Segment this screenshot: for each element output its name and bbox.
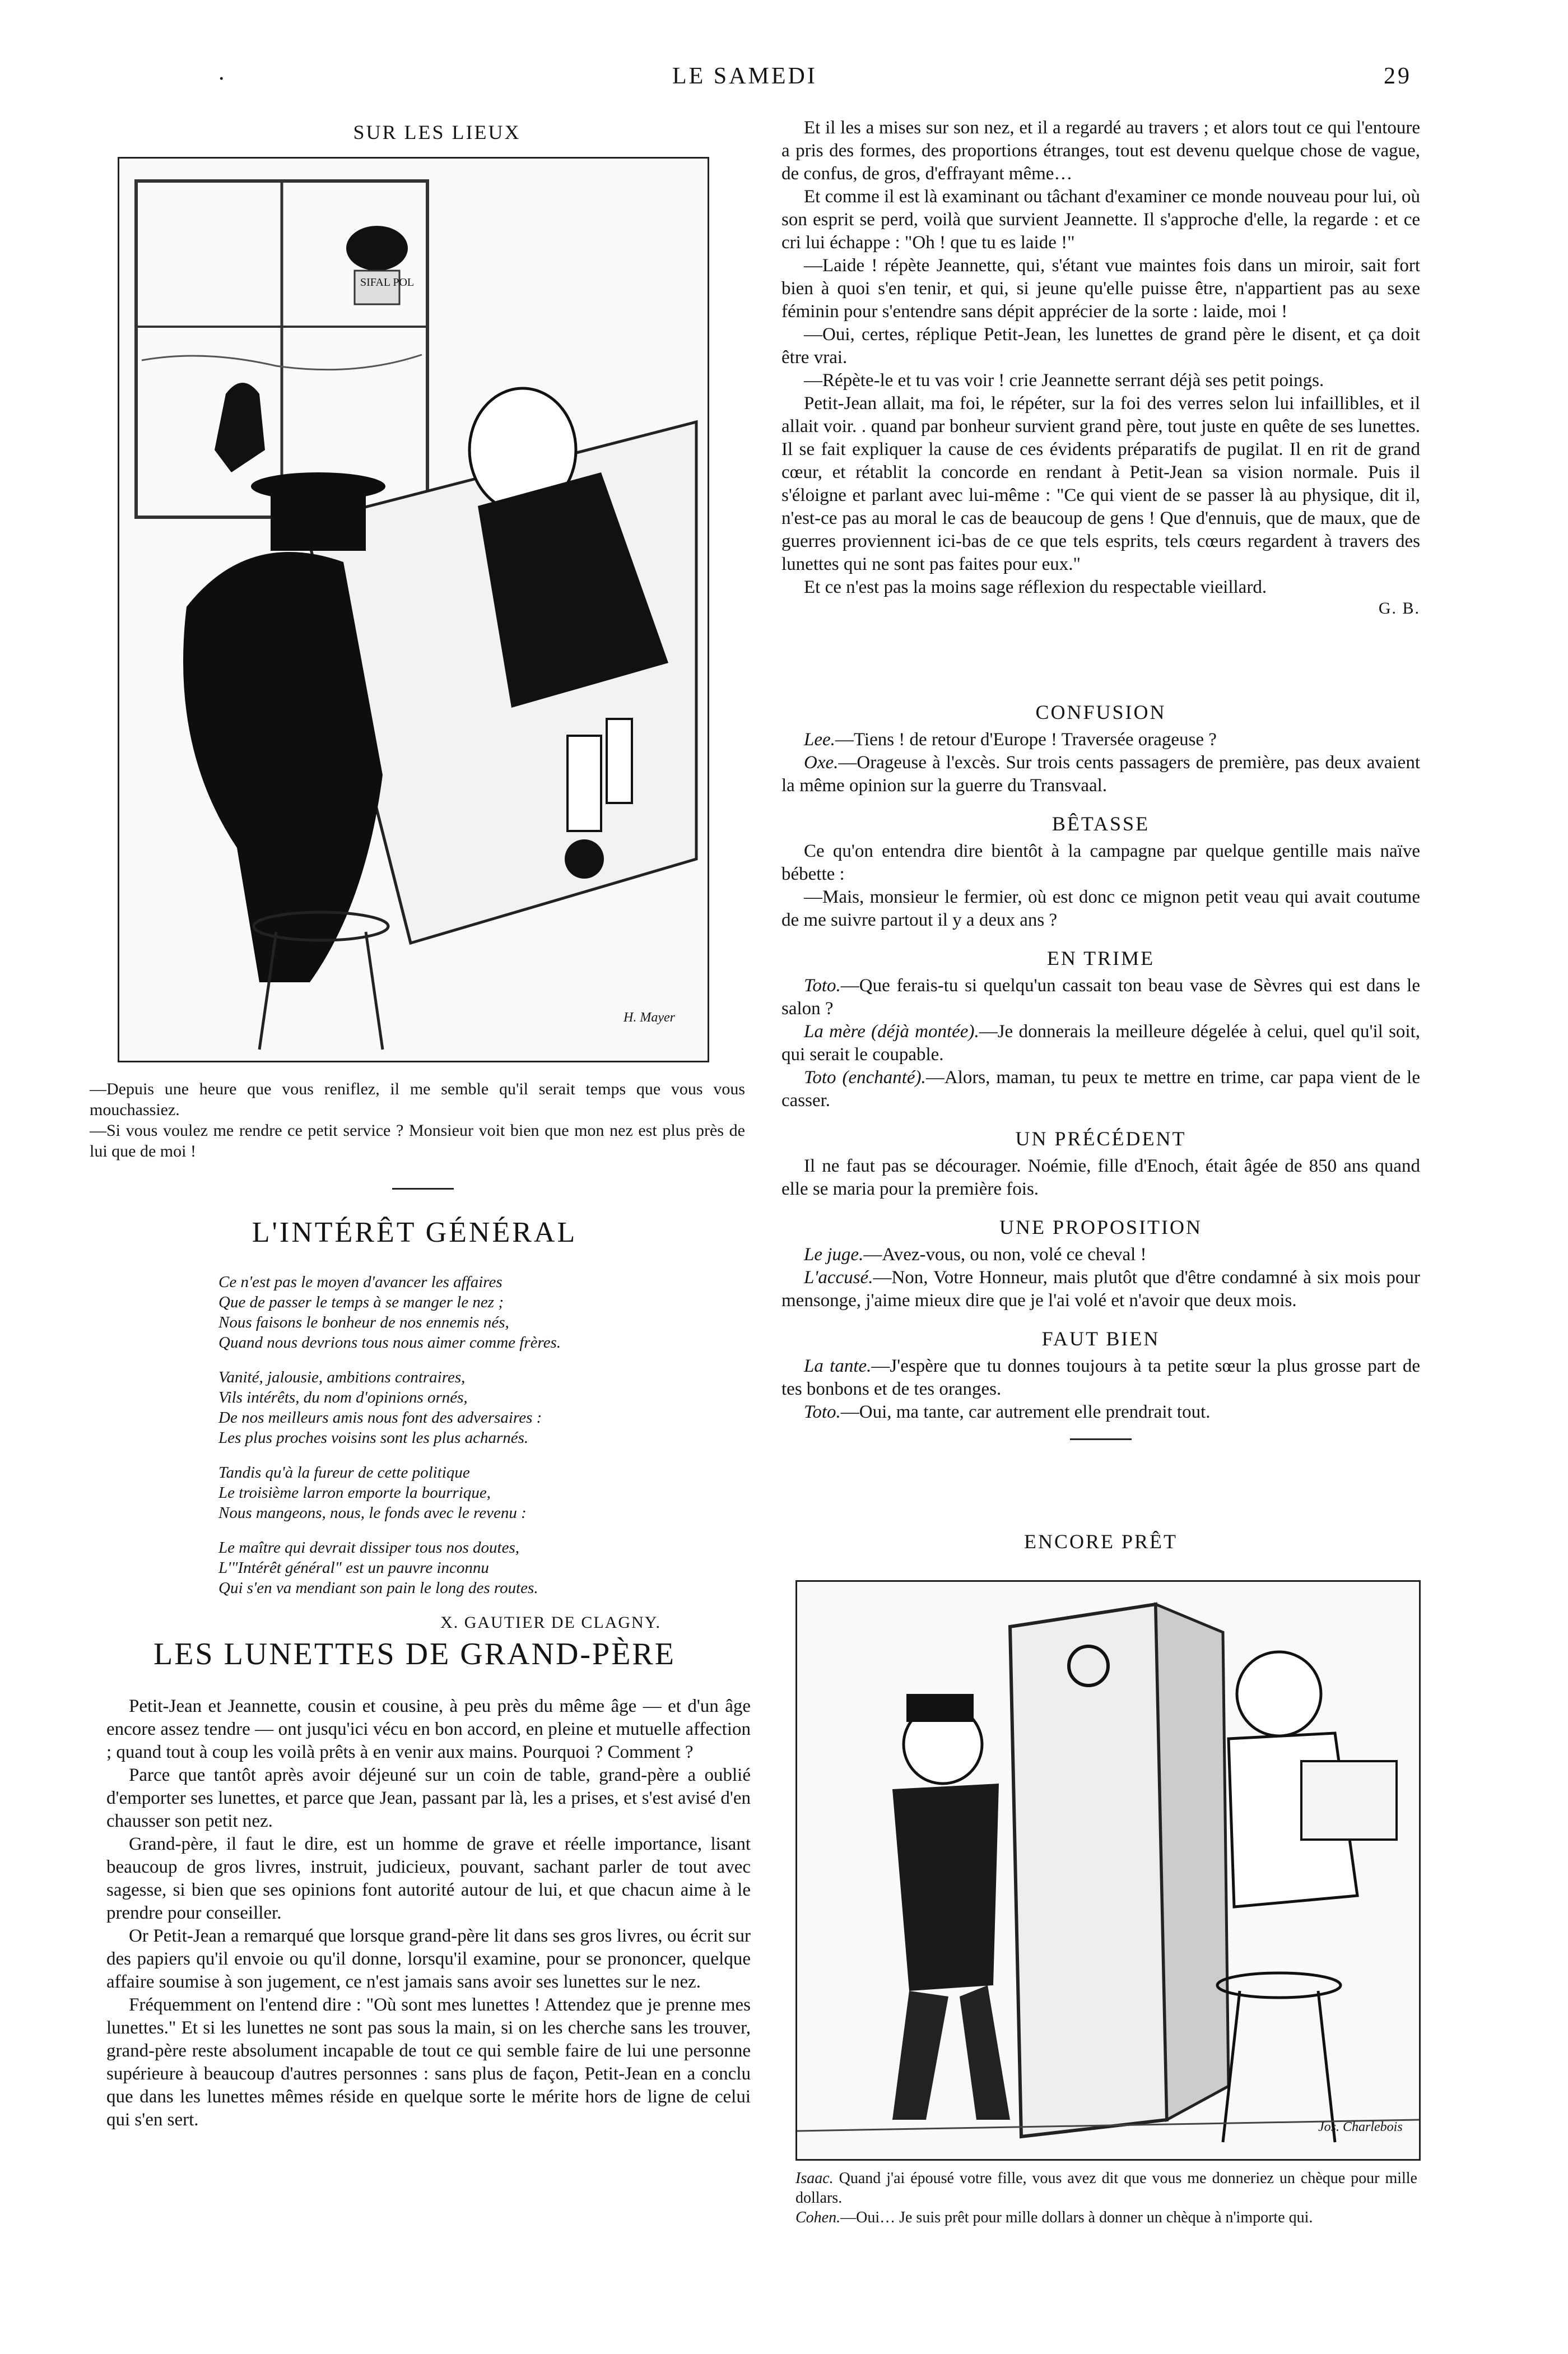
- divider: [1070, 1438, 1132, 1440]
- illustration-title: ENCORE PRÊT: [1023, 1530, 1178, 1553]
- article-paragraph: Et comme il est là examinant ou tâchant d'examiner ce monde nouveau pour lui, où son esprit se perd, voilà que survient Jeannette. Il s'approche d'elle, la regarde : et ce cri lui échappe : "Oh ! que tu es laide !": [781, 187, 1420, 253]
- joke-title: FAUT BIEN: [1041, 1327, 1160, 1350]
- article-paragraph: Et il les a mises sur son nez, et il a regardé au travers ; et alors tout ce qui l'entoure a pris des formes, des proportions étranges, tout est devenu quelque chose de vague, de confus, de gros, d'effrayant même…: [781, 118, 1420, 184]
- joke-confusion: [781, 700, 1420, 797]
- joke-proposition: [781, 1215, 1420, 1312]
- joke-speaker: La tante.: [804, 1356, 872, 1376]
- joke-text: —Tiens ! de retour d'Europe ! Traversée orageuse ?: [835, 730, 1217, 750]
- poem-stanza: [218, 1462, 723, 1523]
- joke-line: [781, 1401, 1420, 1424]
- bar-scene-illustration: [118, 157, 709, 1062]
- article-paragraph: Et ce n'est pas la moins sage réflexion du respectable vieillard.: [804, 577, 1267, 597]
- poem-body: [218, 1272, 723, 1633]
- joke-title: EN TRIME: [1046, 947, 1155, 969]
- article-paragraph: Grand-père, il faut le dire, est un homme de grave et réelle importance, lisant beaucoup de gros livres, instruit, judicieux, pouvant, sachant parler de tout avec sagesse, si bien que ses opinions font autorité autour de lui, et que chacun aime à le prendre pour conseiller.: [106, 1834, 751, 1923]
- joke-line: [781, 1355, 1420, 1401]
- joke-line: [781, 1066, 1420, 1112]
- article-signature: G. B.: [1378, 599, 1420, 617]
- joke-speaker: Lee.: [804, 730, 835, 750]
- joke-speaker: La mère (déjà montée).: [804, 1022, 979, 1042]
- article-paragraph: —Laide ! répète Jeannette, qui, s'étant vue maintes fois dans un miroir, sait fort bien à quoi s'en tenir, et qui, si jeune qu'elle puisse être, n'appartient pas au sexe féminin pour s'entendre sans dépit apprécier de la sorte : laide, moi !: [781, 256, 1420, 322]
- joke-title: CONFUSION: [1035, 701, 1166, 723]
- joke-text: Il ne faut pas se décourager. Noémie, fille d'Enoch, était âgée de 850 ans quand elle se maria pour la première fois.: [781, 1156, 1420, 1199]
- poem-line: Tandis qu'à la fureur de cette politique: [218, 1464, 470, 1482]
- illustration-caption: [795, 2169, 1417, 2227]
- poem-stanza: [218, 1538, 723, 1598]
- joke-line: [781, 886, 1420, 932]
- caption-line: —Depuis une heure que vous reniflez, il me semble qu'il serait temps que vous vous mouchassiez.: [90, 1080, 745, 1119]
- joke-speaker: L'accusé.: [804, 1267, 873, 1288]
- joke-faut-bien: [781, 1327, 1420, 1424]
- window-sign-text: SIFAL POL: [360, 276, 415, 289]
- poem-author: X. GAUTIER DE CLAGNY.: [440, 1613, 661, 1632]
- poem-line: Le troisième larron emporte la bourrique,: [218, 1484, 491, 1502]
- poem-line: Nous mangeons, nous, le fonds avec le revenu :: [218, 1504, 527, 1522]
- joke-line: [781, 974, 1420, 1020]
- poem-line: L'"Intérêt général" est un pauvre inconnu: [218, 1559, 489, 1577]
- joke-speaker: Le juge.: [804, 1245, 864, 1265]
- article-paragraph: Parce que tantôt après avoir déjeuné sur un coin de table, grand-père a oublié d'emporter ses lunettes, et parce que Jean, passant par là, les a prises, et s'est avisé d'en chausser son petit nez.: [106, 1765, 751, 1831]
- illustration-caption: [90, 1079, 745, 1162]
- caption-line: [795, 2169, 1417, 2208]
- poem-line: Qui s'en va mendiant son pain le long des routes.: [218, 1579, 538, 1597]
- joke-text: —Alors, maman, tu peux te mettre en trime, car papa vient de le casser.: [781, 1067, 1420, 1111]
- bar-scene-drawing: [119, 159, 708, 1061]
- illustration-signature: H. Mayer: [624, 1010, 675, 1025]
- poem-line: Les plus proches voisins sont les plus acharnés.: [218, 1429, 529, 1447]
- page-title: LE SAMEDI: [672, 63, 817, 89]
- joke-title: UN PRÉCÉDENT: [1015, 1127, 1187, 1150]
- article-column-2: [781, 117, 1420, 618]
- article-paragraph: Fréquemment on l'entend dire : "Où sont mes lunettes ! Attendez que je prenne mes lunettes." Et si les lunettes ne sont pas sous la main, si on les cherche sans les trouver, grand-père reste absolument incapable de tout ce qui semble faire de lui une personne supérieure à beaucoup d'autres personnes : sans plus de façon, Petit-Jean en a conclu que dans les lunettes mêmes réside en quelque sorte le mérite hors de ligne de celui qui s'en sert.: [106, 1995, 751, 2130]
- article-paragraph: —Oui, certes, réplique Petit-Jean, les lunettes de grand père le disent, et ça doit être vrai.: [781, 324, 1420, 368]
- poem-stanza: [218, 1367, 723, 1448]
- article-paragraph: Petit-Jean allait, ma foi, le répéter, sur la foi des verres selon lui infaillibles, et il allait voir. . quand par bonheur survient grand père, tout juste en quête de ses lunettes. Il se fait expliquer la cause de ces évidents préparatifs de pugilat. Il en rit de grand cœur, et rétablit la concorde en rendant à Petit-Jean sa vision normale. Puis il s'éloigne et parlant avec lui-même : "Ce qui vient de se passer là au physique, dit il, n'est-ce pas au moral le cas de beaucoup de gens ! Que d'ennuis, que de maux, que de guerres proviennent ici-bas de ce que tels esprits, tels cœurs regardent à travers des lunettes qui ne sont pas faites pour eux.": [781, 393, 1420, 574]
- article-paragraph: Petit-Jean et Jeannette, cousin et cousine, à peu près du même âge — et d'un âge encore assez tendre — ont jusqu'ici vécu en bon accord, en pleine et mutuelle affection ; quand tout à coup les voilà prêts à en venir aux mains. Pourquoi ? Comment ?: [106, 1696, 751, 1762]
- joke-title: UNE PROPOSITION: [999, 1216, 1203, 1238]
- joke-line: [781, 751, 1420, 797]
- joke-speaker: Toto.: [804, 1402, 841, 1422]
- joke-text: —Oui, ma tante, car autrement elle prendrait tout.: [840, 1402, 1211, 1422]
- poem-stanza: [218, 1272, 723, 1353]
- poem-line: Le maître qui devrait dissiper tous nos doutes,: [218, 1539, 520, 1557]
- joke-precedent: [781, 1127, 1420, 1201]
- article-paragraph: —Répète-le et tu vas voir ! crie Jeannette serrant déjà ses petit poings.: [804, 370, 1324, 391]
- illustration-title: SUR LES LIEUX: [353, 121, 521, 143]
- article-title: LES LUNETTES DE GRAND-PÈRE: [153, 1637, 676, 1672]
- caption-line: [795, 2208, 1417, 2227]
- poem-title: L'INTÉRÊT GÉNÉRAL: [252, 1217, 578, 1248]
- joke-text: —Que ferais-tu si quelqu'un cassait ton beau vase de Sèvres qui est dans le salon ?: [781, 976, 1420, 1019]
- joke-speaker: Toto.: [804, 976, 841, 996]
- joke-line: [781, 1020, 1420, 1066]
- joke-betasse: [781, 812, 1420, 932]
- safe-scene-illustration: [795, 1580, 1421, 2161]
- joke-speaker: Toto (enchanté).: [804, 1067, 926, 1088]
- jokes-section: [781, 700, 1420, 1440]
- caption-speaker: Cohen.: [795, 2209, 841, 2226]
- caption-text: Quand j'ai épousé votre fille, vous avez dit que vous me donneriez un chèque pour mille dollars.: [795, 2170, 1417, 2207]
- joke-title: BÊTASSE: [1051, 812, 1150, 835]
- joke-speaker: Oxe.: [804, 753, 839, 773]
- page-number: 29: [1384, 63, 1412, 89]
- poem-line: Vils intérêts, du nom d'opinions ornés,: [218, 1389, 468, 1406]
- joke-line: [781, 1155, 1420, 1201]
- joke-line: [781, 1266, 1420, 1312]
- header-dot: .: [218, 59, 225, 85]
- article-paragraph: Or Petit-Jean a remarqué que lorsque grand-père lit dans ses gros livres, ou écrit sur des papiers qu'il envoie ou qu'il donne, lorsqu'il examine, pour se prononcer, quelque affaire soumise à son jugement, ce n'est jamais sans avoir ses lunettes sur le nez.: [106, 1926, 751, 1992]
- joke-line: [781, 1243, 1420, 1266]
- joke-text: —J'espère que tu donnes toujours à ta petite sœur la plus grosse part de tes bonbons et de tes oranges.: [781, 1356, 1420, 1399]
- joke-text: —Mais, monsieur le fermier, où est donc ce mignon petit veau qui avait coutume de me suivre partout il y a deux ans ?: [781, 887, 1420, 930]
- poem-line: Quand nous devrions tous nous aimer comme frères.: [218, 1334, 561, 1352]
- poem-line: Vanité, jalousie, ambitions contraires,: [218, 1368, 466, 1386]
- poem-line: Ce n'est pas le moyen d'avancer les affaires: [218, 1273, 502, 1291]
- article-column-1: [106, 1695, 751, 2132]
- joke-line: [781, 840, 1420, 886]
- joke-text: —Je donnerais la meilleure dégelée à celui, quel qu'il soit, qui serait le coupable.: [781, 1022, 1421, 1065]
- caption-speaker: Isaac.: [795, 2170, 834, 2187]
- divider: [392, 1188, 454, 1190]
- safe-scene-drawing: [797, 1582, 1419, 2159]
- joke-text: —Non, Votre Honneur, mais plutôt que d'être condamné à six mois pour mensonge, j'aime mieux dire que je l'ai volé et n'avoir que deux mois.: [781, 1267, 1420, 1311]
- poem-line: Que de passer le temps à se manger le nez ;: [218, 1293, 504, 1311]
- joke-line: [781, 728, 1420, 751]
- header: [0, 0, 1568, 95]
- joke-text: —Orageuse à l'excès. Sur trois cents passagers de première, pas deux avaient la même opinion sur la guerre du Transvaal.: [781, 753, 1420, 796]
- caption-line: —Si vous voulez me rendre ce petit service ? Monsieur voit bien que mon nez est plus près de lui que de moi !: [90, 1121, 745, 1160]
- poem-line: De nos meilleurs amis nous font des adversaires :: [218, 1409, 542, 1427]
- caption-text: —Oui… Je suis prêt pour mille dollars à donner un chèque à n'importe qui.: [840, 2209, 1313, 2226]
- illustration-signature: Jos. Charlebois: [1318, 2120, 1403, 2134]
- joke-text: —Avez-vous, ou non, volé ce cheval !: [863, 1245, 1147, 1265]
- poem-line: Nous faisons le bonheur de nos ennemis nés,: [218, 1313, 509, 1331]
- joke-text: Ce qu'on entendra dire bientôt à la campagne par quelque gentille mais naïve bébette :: [781, 841, 1420, 884]
- joke-en-trime: [781, 946, 1420, 1112]
